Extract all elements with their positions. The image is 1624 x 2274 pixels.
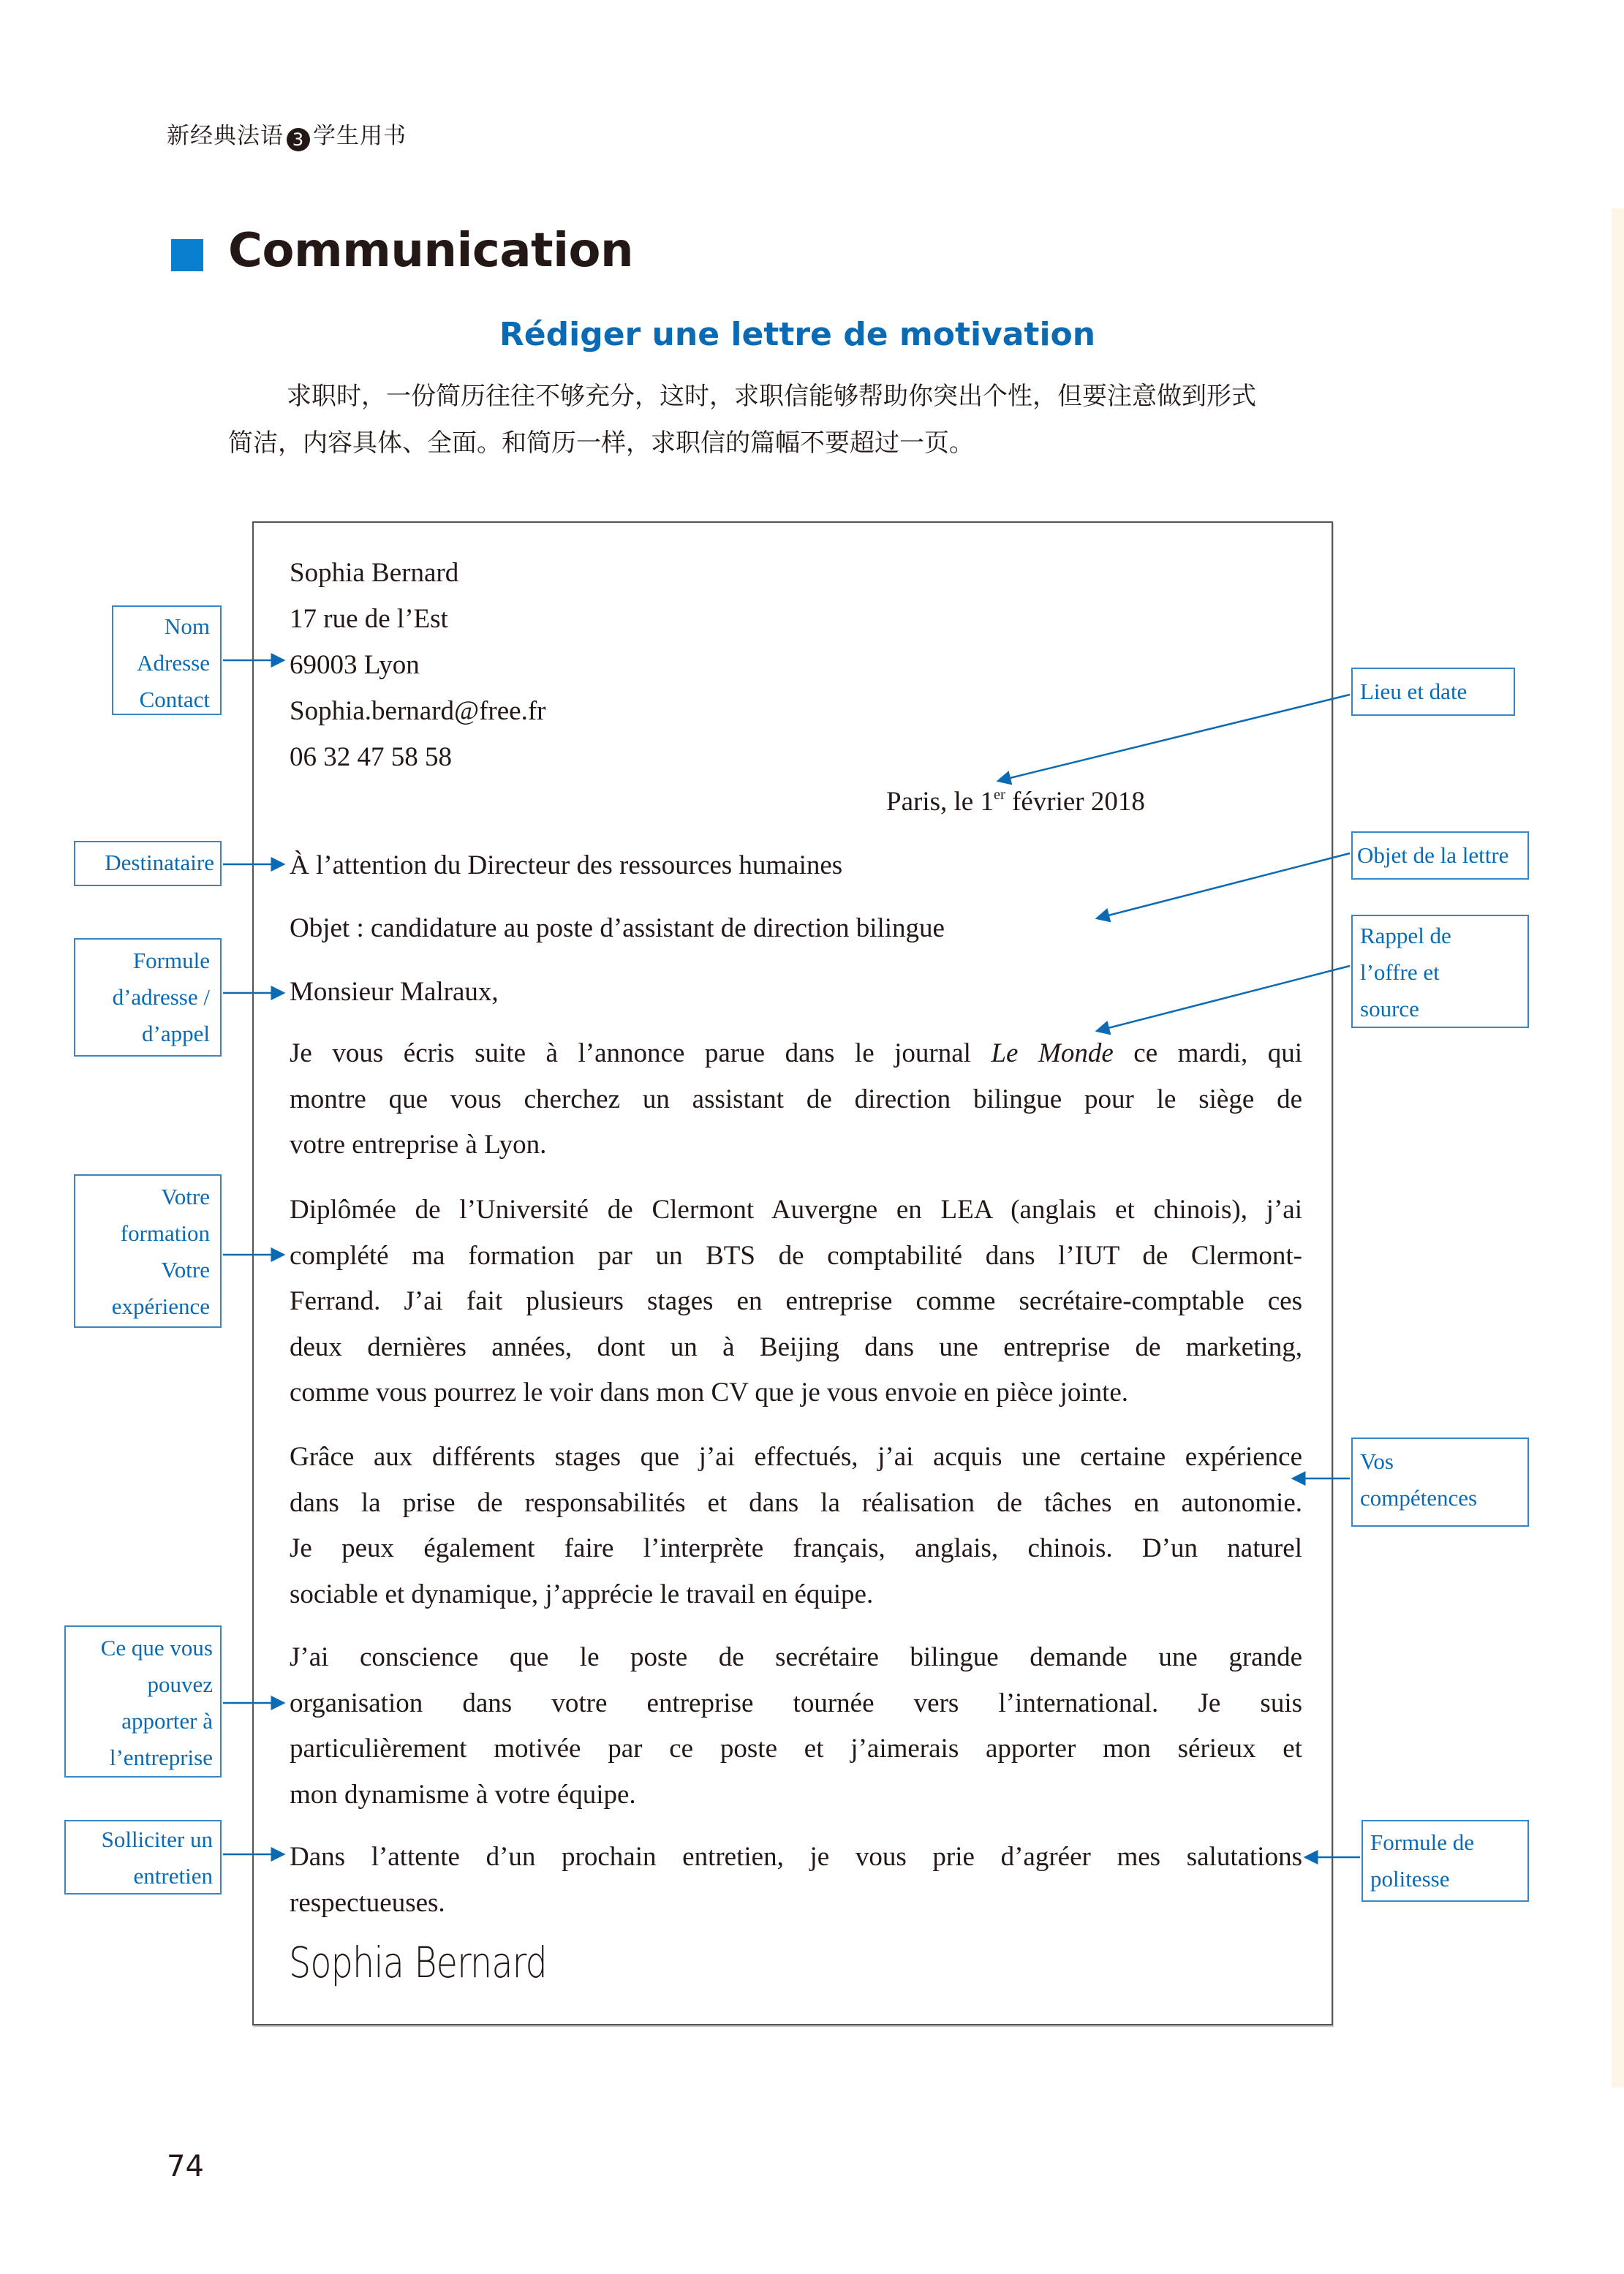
annotation-text: expérience [111, 1293, 210, 1319]
paragraph-line: Grâce aux différents stages que j’ai effectués, j’ai acquis une certaine expérience [290, 1442, 1302, 1472]
recipient-line: À l’attention du Directeur des ressources humaines [290, 850, 843, 880]
salutation-line: Monsieur Malraux, [290, 977, 499, 1007]
paragraph-line: sociable et dynamique, j’apprécie le travail en équipe. [290, 1579, 874, 1609]
annotation-text: l’offre et [1360, 959, 1440, 985]
annotation-salutation [74, 938, 222, 1057]
annotation-text: Destinataire [105, 850, 214, 875]
paragraph-skills [290, 1435, 1302, 1617]
annotation-text: formation [120, 1220, 210, 1246]
annotation-place-date [1351, 668, 1515, 716]
page-edge-strip [1612, 208, 1624, 2088]
date-prefix: Paris, le 1 [886, 787, 994, 817]
paragraph-closing [290, 1835, 1302, 1926]
paragraph-line: Je peux également faire l’interprète français, anglais, chinois. D’un naturel [290, 1533, 1302, 1563]
annotation-background [74, 1174, 222, 1328]
annotation-text: Lieu et date [1360, 679, 1468, 704]
paragraph-line: particulièrement motivée par ce poste et j’aimerais apporter mon sérieux et [290, 1734, 1302, 1764]
annotation-text: apporter à [121, 1708, 213, 1734]
sender-email: Sophia.bernard@free.fr [290, 696, 546, 726]
annotation-politeness [1361, 1820, 1529, 1902]
intro-paragraph [228, 373, 1442, 466]
annotation-text: Contact [139, 687, 210, 712]
paragraph-line: organisation dans votre entreprise tournée vers l’international. Je suis [290, 1688, 1302, 1718]
annotation-contribution [64, 1625, 222, 1778]
paragraph-line: J’ai conscience que le poste de secrétaire bilingue demande une grande [290, 1642, 1302, 1672]
annotation-text: Solliciter un [101, 1827, 213, 1852]
page-number: 74 [167, 2150, 204, 2183]
annotation-text: Formule de [1370, 1829, 1475, 1855]
intro-line-1: 求职时，一份简历往往不够充分，这时，求职信能够帮助你突出个性，但要注意做到形式 [287, 382, 1256, 411]
annotation-offer-source [1351, 915, 1529, 1028]
date-ordinal: er [993, 786, 1005, 803]
subject-line: Objet : candidature au poste d’assistant de direction bilingue [290, 913, 945, 943]
annotation-text: Ce que vous [100, 1635, 213, 1661]
annotation-interview [64, 1820, 222, 1895]
section-title: Communication [228, 224, 634, 278]
volume-number-badge: 3 [287, 128, 310, 151]
annotation-text: l’entreprise [109, 1745, 213, 1770]
text-segment: ce mardi, qui [1113, 1038, 1302, 1068]
annotation-text: pouvez [147, 1671, 213, 1697]
annotation-skills [1351, 1438, 1529, 1527]
annotation-text: politesse [1370, 1866, 1450, 1892]
paragraph-line: montre que vous cherchez un assistant de direction bilingue pour le siège de [290, 1084, 1302, 1114]
annotation-text: d’adresse / [112, 984, 210, 1010]
sender-phone: 06 32 47 58 58 [290, 742, 452, 772]
letter-date [886, 786, 1145, 817]
paragraph-contribution [290, 1635, 1302, 1818]
signature: Sophia Bernard [289, 1938, 547, 1987]
annotation-text: d’appel [142, 1021, 210, 1046]
paragraph-line: votre entreprise à Lyon. [290, 1130, 547, 1160]
paragraph-line: deux dernières années, dont un à Beijing dans une entreprise de marketing, [290, 1331, 1302, 1362]
annotation-text: Formule [132, 948, 210, 973]
paragraph-line [290, 1031, 1302, 1077]
book-title-suffix: 学生用书 [313, 123, 407, 149]
date-rest: février 2018 [1005, 787, 1145, 817]
section-square-icon [171, 239, 203, 271]
book-title-prefix: 新经典法语 [167, 123, 284, 149]
annotation-text: Rappel de [1360, 923, 1451, 948]
annotation-text: source [1360, 996, 1419, 1021]
annotation-recipient [74, 841, 222, 886]
paragraph-offer [290, 1031, 1302, 1168]
text-segment: Je vous écris suite à l’annonce parue dans le journal [290, 1038, 992, 1068]
annotation-text: Votre [161, 1257, 210, 1283]
annotation-text: Adresse [137, 650, 210, 676]
newspaper-title: Le Monde [991, 1038, 1114, 1068]
paragraph-line: Diplômée de l’Université de Clermont Auvergne en LEA (anglais et chinois), j’ai [290, 1195, 1302, 1225]
paragraph-line: comme vous pourrez le voir dans mon CV que je vous envoie en pièce jointe. [290, 1378, 1129, 1408]
annotation-text: Nom [165, 613, 210, 639]
annotation-sender-info [112, 605, 222, 715]
intro-line-2: 简洁，内容具体、全面。和简历一样，求职信的篇幅不要超过一页。 [228, 428, 974, 458]
sender-street: 17 rue de l’Est [290, 604, 448, 634]
annotation-text: Vos [1360, 1448, 1394, 1474]
paragraph-line: dans la prise de responsabilités et dans la réalisation de tâches en autonomie. [290, 1487, 1302, 1518]
sender-name: Sophia Bernard [290, 558, 459, 588]
paragraph-background [290, 1187, 1302, 1416]
subtitle-text: Rédiger une lettre de motivation [499, 316, 1096, 353]
paragraph-line: mon dynamisme à votre équipe. [290, 1779, 636, 1810]
annotation-text: Votre [161, 1184, 210, 1209]
annotation-text: Objet de la lettre [1357, 842, 1509, 868]
subtitle [0, 316, 1624, 353]
paragraph-line: Dans l’attente d’un prochain entretien, je vous prie d’agréer mes salutations [290, 1842, 1302, 1872]
sender-city: 69003 Lyon [290, 650, 420, 680]
running-head [167, 117, 407, 151]
paragraph-line: respectueuses. [290, 1887, 445, 1918]
annotation-text: compétences [1360, 1485, 1478, 1511]
paragraph-line: Ferrand. J’ai fait plusieurs stages en entreprise comme secrétaire-comptable ces [290, 1286, 1302, 1316]
paragraph-line: complété ma formation par un BTS de comptabilité dans l’IUT de Clermont- [290, 1240, 1302, 1271]
annotation-text: entretien [133, 1863, 213, 1889]
annotation-subject [1351, 831, 1529, 880]
